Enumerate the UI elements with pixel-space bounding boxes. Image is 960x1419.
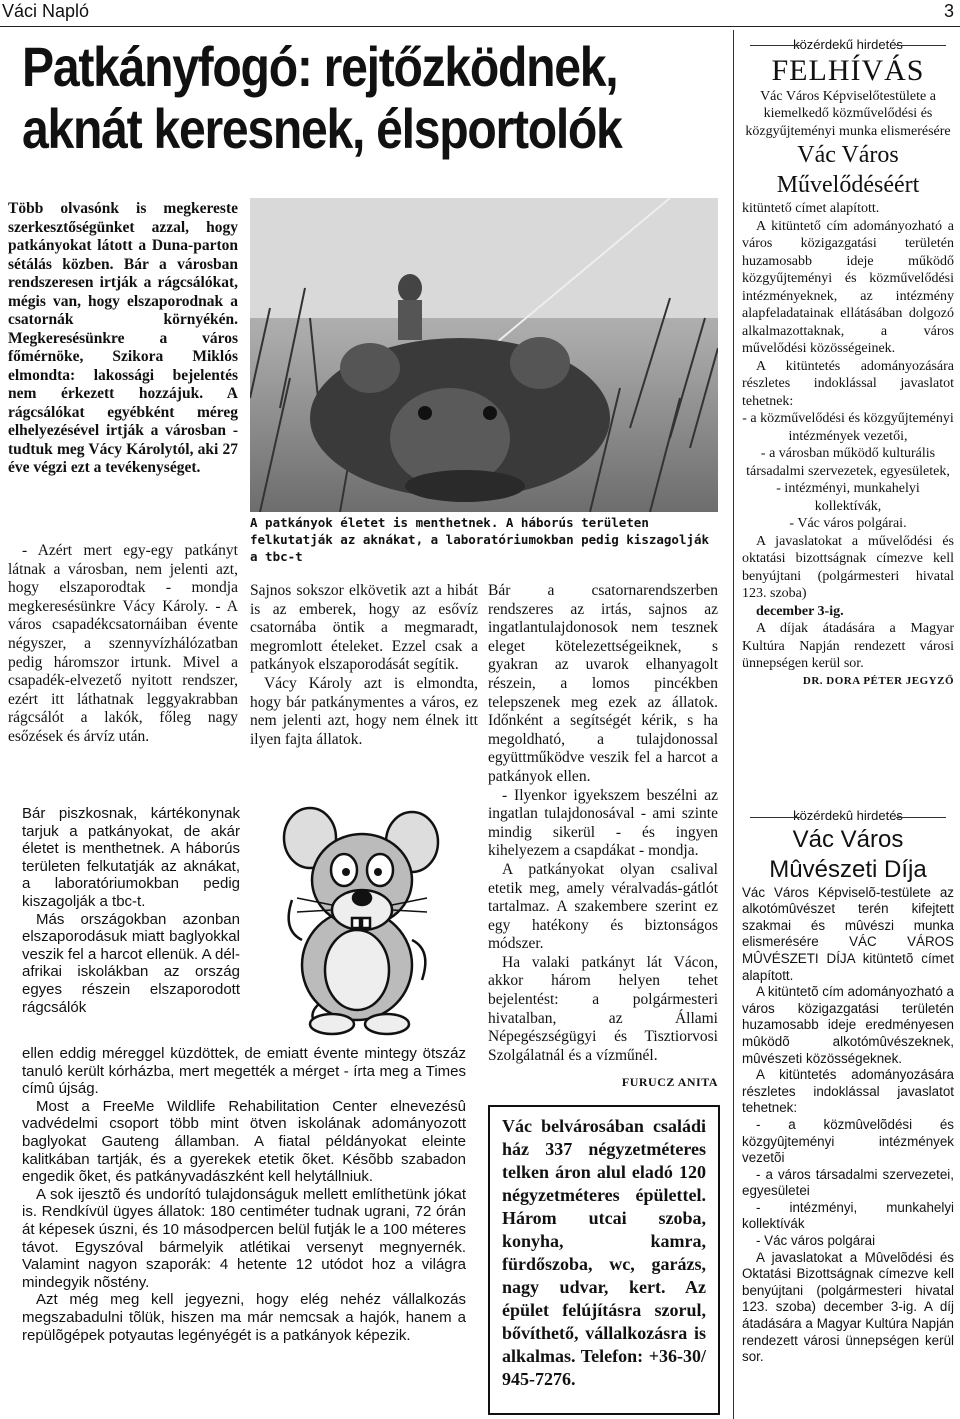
column-3-paragraph: - Ilyenkor igyekszem beszélni az ingatlan tulajdonosával - ami szinte mindig sikerül - és ingyen kihelyezem a csapdákat - mondja. [488, 786, 718, 860]
column-3-paragraph: A patkányokat olyan csalival etetik meg, amely véralvadás-gátlót tartalmaz. A szakembere szerint ez egy hatékony és biztonságos módszer. [488, 860, 718, 953]
headline-line-2: aknát keresnek, élsportolók [22, 97, 622, 160]
award-name-line-2: Művelődéséért [776, 172, 920, 198]
rat-cartoon-icon [262, 800, 462, 1038]
notice-paragraph: A javaslatokat a művelődési és oktatási bizottságnak címezve kell benyújtani (polgármesteri hivatal 123. szoba) [742, 533, 954, 601]
article-column-1 [8, 542, 238, 747]
rat-facts-paragraph: A sok ijesztõ és undorító tulajdonságuk mellett említhetünk jókat is. Rendkívül ügyes állatok: 180 centiméter tudnak ugrani, 72 órán át képesek úszni, és 10 másodpercen belül futják le a 100 méteres távot. Egyszóval bármelyik atlétikai versenyt megnyernék. Valamint nagyon szaporák: 4 hetente 12 utódot hoz a világra mindegyik nõstény. [22, 1185, 466, 1291]
notice-arts-award [742, 808, 954, 1366]
article-column-3 [488, 582, 718, 1065]
column-1-paragraph: - Azért mert egy-egy patkányt látnak a városban, nem jelenti azt, hogy elszaporodtak - mondja megkeresésünkre Vácy Károly. - A város csapadékcsatornáiban évente négyszer, a szennyvízhálózatban pedig háromszor irtunk. Mivel a csapadék-elvezető nyitott rendszer, ezért itt láthatnak leggyakrabban rágcsálót a lakók, főleg nagy esőzések és árvíz után. [8, 542, 238, 745]
notice-title: FELHÍVÁS [771, 53, 925, 87]
award-name-line-1: Vác Város [792, 825, 904, 853]
notice-paragraph: Vác Város Képviselõ-testülete az alkotómûvészet terén kifejtett szakmai és mûvészi munka elismerésére VÁC VÁROS MÛVÉSZETI DÍJA kitüntetõ címet alapított. [742, 884, 954, 983]
newspaper-name: Váci Napló [2, 1, 90, 21]
notice-paragraph: kitüntető címet alapított. [742, 201, 880, 216]
public-notice-tag: közérdekû hirdetés [742, 808, 954, 825]
column-3-paragraph: Bár a csatornarendszerben rendszeres az irtás, sajnos az ingatlantulajdonosok nem tesznek eleget kötelezettségeiknek, s gyakran az uvarok elhanyagolt részein, a lomos pincékben telepszenek meg ezek az állatok. Időnként a segítségét kérik, s ha megoldható, a tulajdonossal együttműködve veszik fel a harcot a patkányok ellen. [488, 582, 718, 785]
rat-facts-paragraph: Most a FreeMe Wildlife Rehabilitation Center elnevezésû vadvédelmi csoport több mint ötven iskolának adományozott baglyokat Gauteng államban. A fiatal példányokat eleinte kalitkában tartják, és a gyerekek etetik õket. Késõbb szabadon engedik õket, és patkányvadászként kell helytállniuk. [22, 1097, 466, 1186]
cartoon-rat-illustration [262, 800, 462, 1038]
award-name-line-2: Mûvészeti Díja [769, 855, 927, 883]
article-column-2 [250, 582, 478, 749]
notice-paragraph: A kitüntetés adományozására részletes indoklással javaslatot tehetnek: [742, 1067, 954, 1116]
article-lead: Több olvasónk is megkereste szerkesztőségünket azzal, hogy patkányokat látott a Duna-parton sétálás közben. Bár a városban rendszeresen irtják a rágcsálókat, mégis van, hogy elszaporodnak a csatornák környékén. Megkeresésünkre a város főmérnöke, Szikora Miklós elmondta: lakossági bejelentés nem érkezett hozzájuk. A rágcsálókat egyébként méreg elhelyezésével irtják a városban - tudtuk meg Vácy Károlytól, aki 27 éve végzi ezt a tevékenységet. [8, 200, 238, 476]
notice-intro: Vác Város Képviselőtestülete a kiemelkedő közművelődési és közgyűjteményi munka elismerésére [745, 88, 951, 139]
rat-facts-paragraph: Bár piszkosnak, kártékonynak tarjuk a patkányokat, de akár életet is menthetnek. A háborús területen felkutatják az aknákat, a laboratóriumokban pedig kiszagolják a tbc-t. [22, 805, 240, 910]
notice-list-item: - a városban működő kulturális társadalmi szervezetek, egyesületek, [746, 446, 950, 479]
notice-list-item: - a város társadalmi szervezetei, egyesületei [742, 1166, 954, 1199]
column-2-paragraph: Sajnos sokszor elkövetik azt a hibát is az emberek, hogy az esővíz csatornába öntik a megmaradt, megromlott ételeket. Ezzel csak a patkányok elszaporodását segítik. [250, 582, 478, 674]
award-name-line-1: Vác Város [797, 142, 899, 168]
real-estate-ad-text: Vác belvárosában családi ház 337 négyzetméteres telken áron alul eladó 120 négyzetméteres épülettel. Három utcai szoba, konyha, kamra, fürdőszoba, wc, garázs, nagy udvar, kert. Az épület felújításra szorul, bővíthető, vállalkozásra is alkalmas. Telefon: +36-30/ 945-7276. [502, 1116, 706, 1389]
notice-list-item: - a közművelődési és közgyűjteményi intézmények vezetői, [742, 411, 954, 444]
rat-photo [250, 198, 718, 512]
notice-paragraph: A kitüntetés adományozására részletes indoklással javaslatot tehetnek: [742, 358, 954, 409]
notice-list-item: - intézményi, munkahelyi kollektívák [742, 1199, 954, 1232]
column-2-paragraph: Vácy Károly azt is elmondta, hogy bár patkánymentes a város, ez nem jelenti azt, hogy nem élnek itt ilyen fajta állatok. [250, 674, 478, 748]
article-headline [22, 35, 622, 160]
notice-list-item: - Vác város polgárai [756, 1233, 876, 1249]
notice-deadline: december 3-ig. [756, 603, 844, 619]
notice-list-item: - Vác város polgárai. [789, 516, 907, 531]
rat-facts-story [22, 805, 240, 1016]
real-estate-ad [488, 1105, 720, 1415]
headline-line-1: Patkányfogó: rejtőzködnek, [22, 35, 618, 98]
rat-facts-paragraph: ellen eddig méreggel küzdöttek, de emiatt évente mintegy ötszáz tanuló került kórházba, mert megették a mérget - írta meg a Times címû újság. [22, 1045, 466, 1098]
public-notice-tag: közérdekű hirdetés [742, 36, 954, 54]
running-head [0, 0, 960, 27]
photo-caption: A patkányok életet is menthetnek. A háborús területen felkutatják az aknákat, a laboratóriumokban pedig kiszagolják a tbc-t [250, 515, 710, 564]
rat-facts-paragraph: Azt még meg kell jegyezni, hogy elég nehéz vállalkozás megszabadulni tõlük, hiszen ma már nemcsak a hajók, hanem a repülõgépek potyautas legényégét is a patkányok képezik. [22, 1291, 466, 1344]
notice-paragraph: A kitüntetõ cím adományozható a város közigazgatási területén huzamosabb ideje eredményesen mûködõ alkotómûvészeknek, mûvészeti közösségeknek. [742, 984, 955, 1066]
rat-photo-illustration [250, 198, 718, 512]
notice-paragraph: A díjak átadására a Magyar Kultúra Napján rendezett városi ünnepségen kerül sor. [742, 621, 954, 671]
notice-paragraph: A javaslatokat a Mûvelõdési és Oktatási Bizottságnak címezve kell benyújtani (polgármesteri hivatal 123. szoba) december 3-ig. A díj átadására a Magyar Kultúra Napján rendezett városi ünnepségen kerül sor. [742, 1249, 954, 1365]
notice-list-item: - intézményi, munkahelyi kollektívák, [776, 481, 920, 514]
notice-signature: DR. DORA PÉTER JEGYZŐ [802, 674, 954, 687]
rat-facts-paragraph: Más országokban azonban elszaporodásuk miatt baglyokkal veszik fel a harcot ellenük. A dél-afrikai iskolákban az ország egyes részein elszaporodott rágcsálók [22, 910, 240, 1016]
public-notices-sidebar [733, 30, 960, 1419]
article-byline: FURUCZ ANITA [621, 1075, 718, 1089]
column-3-paragraph: Ha valaki patkányt lát Vácon, akkor három helyen tehet bejelentést: a polgármesteri hivatalban, az Állami Népegészségügyi és Tisztiorvosi Szolgálatnál és a vízműnél. [488, 953, 718, 1064]
notice-paragraph: A kitüntető cím adományozható a város közigazgatási területén huzamosabb ideje működő közgyűjteményi és közművelődési intézményeknek, az intézmény alapfeladatainak ellátásában dolgozó alkalmazottaknak, a város művelődési közösségeinek. [742, 218, 954, 356]
rat-facts-story-continued [22, 1045, 466, 1344]
notice-list-item: - a közmûvelõdési és közgyûjteményi intézmények vezetõi [742, 1116, 954, 1166]
page-number: 3 [943, 1, 954, 21]
notice-culture-award [742, 36, 954, 690]
